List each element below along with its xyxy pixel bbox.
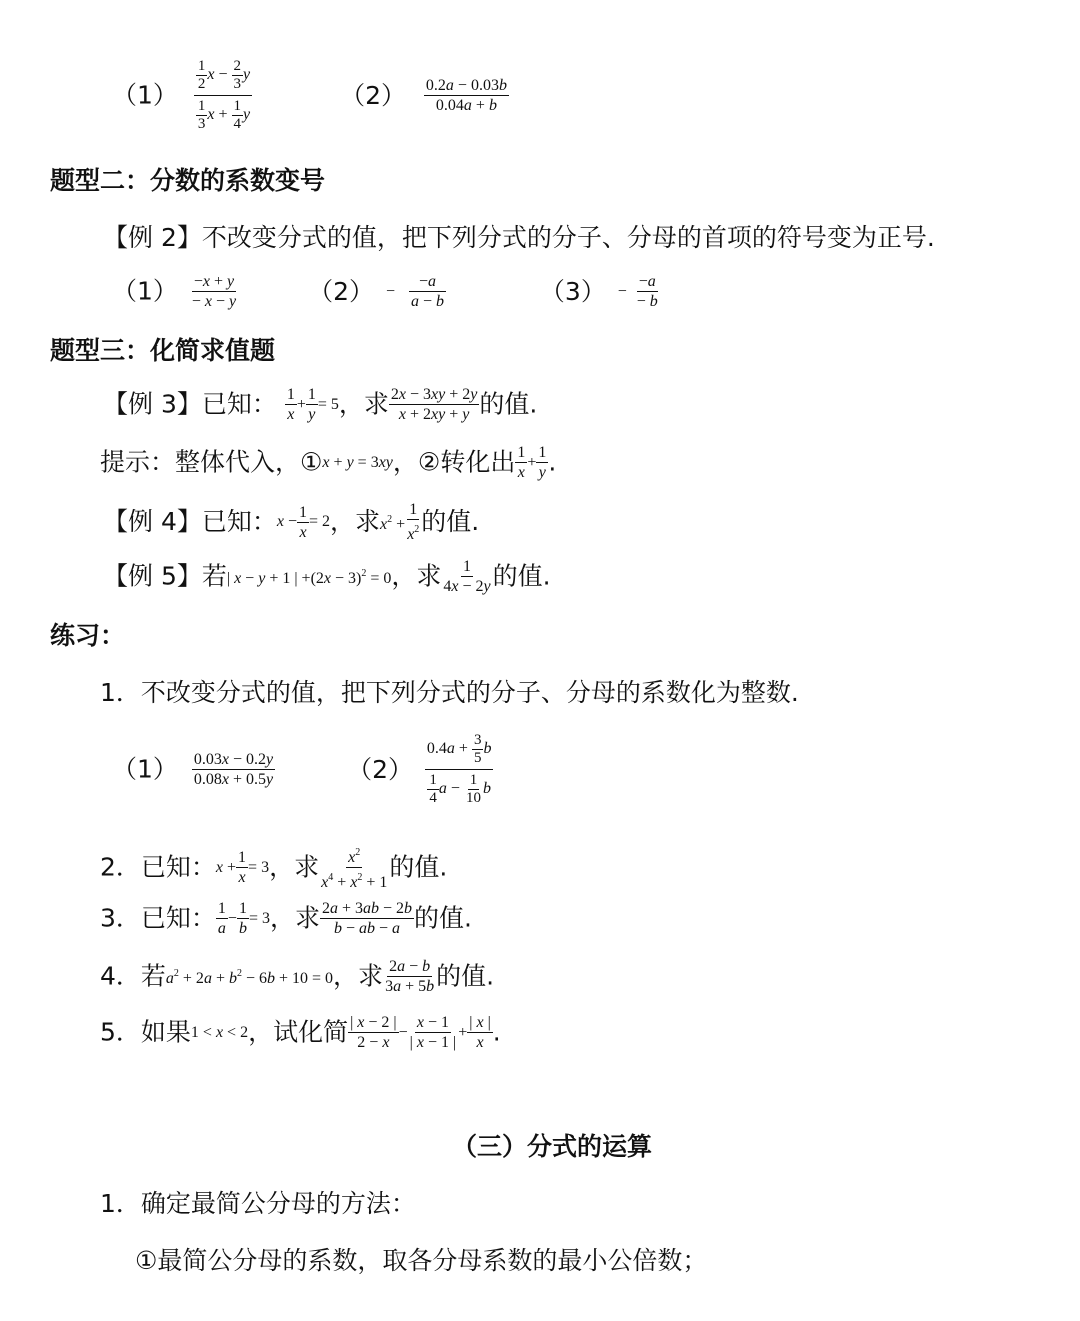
frac-1-over-y: $\frac{1}{y}$ (307, 386, 316, 423)
practice-q1-items (112, 732, 493, 822)
example-2-text: 【例 2】不改变分式的值，把下列分式的分子、分母的首项的符号变为正号. (103, 223, 935, 252)
q5-ask: ，试化简 (248, 1017, 349, 1047)
section-item-1-sub: ①最简公分母的系数，取各分母系数的最小公倍数； (135, 1246, 708, 1275)
practice-q2: 2．已知：x + $\frac{1}{x}$ = 3，求 $\frac{x^2}{x^4 + x^2 + 1}$ 的值. (100, 843, 447, 892)
practice-q5: 5．如果1 < x < 2，试化简 $\frac{| x - 2 |}{2 - x}$ − $\frac{x - 1}{| x - 1 |}$ + $\frac{| x |}{x}$ . (100, 1014, 501, 1051)
ex4-ask: ，求 (330, 507, 381, 536)
practice-heading: 练习： (50, 621, 126, 650)
q1-item-1-label: （1） (112, 754, 178, 784)
q4-ask: ，求 (333, 961, 384, 991)
q5-suffix: . (492, 1017, 501, 1047)
q5-prefix: 5．如果 (100, 1017, 191, 1047)
q4-suffix: 的值. (436, 961, 495, 991)
example-5: 【例 5】若| x − y + 1 | $+(2x - 3)^2 = 0$，求 $\frac{1}{4x - 2y}$ 的值. (103, 558, 551, 595)
section-item-1: 1．确定最简公分母的方法： (100, 1189, 416, 1218)
ex5-suffix: 的值. (492, 561, 551, 591)
example-4: 【例 4】已知：x − $\frac{1}{x}$ = 2，求$x^2$ + $\frac{1}{x^2}$ 的值. (103, 501, 480, 543)
decimal-fraction-1: $\frac{0.2a - 0.03b}{0.04a + b}$ (425, 77, 507, 114)
complex-fraction-1: $\frac{1}{2}$ x − $\frac{2}{3}$ y $\frac{1}{3}$ x + $\frac{1}{4}$ y (194, 58, 252, 133)
q1-item-2-label: （2） (347, 754, 413, 784)
item-1-label: （1） (112, 80, 178, 110)
frac-1-over-x: $\frac{1}{x}$ (286, 386, 295, 423)
ex5-ask: ，求 (391, 561, 442, 591)
hint-prefix: 提示：整体代入，① (100, 447, 323, 477)
example-1-items (112, 58, 509, 138)
q1-fraction-1: $\frac{0.03x - 0.2y}{0.08x + 0.5y}$ (193, 751, 274, 788)
ex3-ask: ，求 (338, 389, 389, 419)
ex2-fraction-2: $\frac{-a}{a - b}$ (410, 273, 444, 310)
ex3-target-fraction: $\frac{2x - 3xy + 2y}{x + 2xy + y}$ (390, 386, 478, 423)
example-3: 【例 3】已知： $\frac{1}{x}$ + $\frac{1}{y}$ = 5，求 $\frac{2x - 3xy + 2y}{x + 2xy + y}$ 的值. (103, 386, 538, 423)
ex3-prefix: 【例 3】已知： (103, 389, 277, 419)
practice-q4: 4．若$a^2 + 2a + b^2 - 6b + 10 = 0$，求 $\frac{2a - b}{3a + 5b}$ 的值. (100, 958, 495, 995)
ex5-prefix: 【例 5】若 (103, 561, 227, 591)
hint-suffix: . (548, 447, 557, 477)
q2-prefix: 2．已知： (100, 852, 216, 882)
q3-prefix: 3．已知： (100, 903, 216, 933)
hint-line: 提示：整体代入，①x + y = 3xy，②转化出 $\frac{1}{x}$ + $\frac{1}{y}$ . (100, 444, 557, 481)
ex4-prefix: 【例 4】已知： (103, 507, 277, 536)
hint-middle: ，②转化出 (392, 447, 516, 477)
ex2-fraction-3: $\frac{-a}{- b}$ (636, 273, 658, 310)
q3-ask: ，求 (269, 903, 320, 933)
q4-prefix: 4．若 (100, 961, 166, 991)
heading-type-3: 题型三：化简求值题 (50, 336, 276, 365)
ex4-suffix: 的值. (421, 507, 480, 536)
section-heading: （三）分式的运算 (452, 1132, 653, 1161)
q2-ask: ，求 (269, 852, 320, 882)
ex2-item-1-label: （1） (112, 276, 178, 306)
ex2-item-3-label: （3） (539, 276, 606, 306)
example-2-items: （1） $\frac{-x + y}{- x - y}$ （2） − $\frac{-a}{a - b}$ （3） − $\frac{-a}{- b}$ (112, 273, 658, 310)
item-2-label: （2） (340, 80, 406, 110)
ex2-fraction-1: $\frac{-x + y}{- x - y}$ (191, 273, 237, 310)
q1-complex-fraction-2: 0.4a + $\frac{3}{5}$ b $\frac{1}{4}$ a − $\frac{1}{10}$ b (426, 732, 492, 806)
heading-type-2: 题型二：分数的系数变号 (50, 166, 326, 195)
practice-q1: 1．不改变分式的值，把下列分式的分子、分母的系数化为整数. (100, 678, 799, 707)
practice-q3: 3．已知： $\frac{1}{a}$ − $\frac{1}{b}$ = 3，求 $\frac{2a + 3ab - 2b}{b - ab - a}$ 的值. (100, 900, 472, 937)
ex3-suffix: 的值. (479, 389, 538, 419)
q3-suffix: 的值. (414, 903, 472, 933)
q2-suffix: 的值. (389, 852, 448, 882)
ex2-item-2-label: （2） (308, 276, 374, 306)
